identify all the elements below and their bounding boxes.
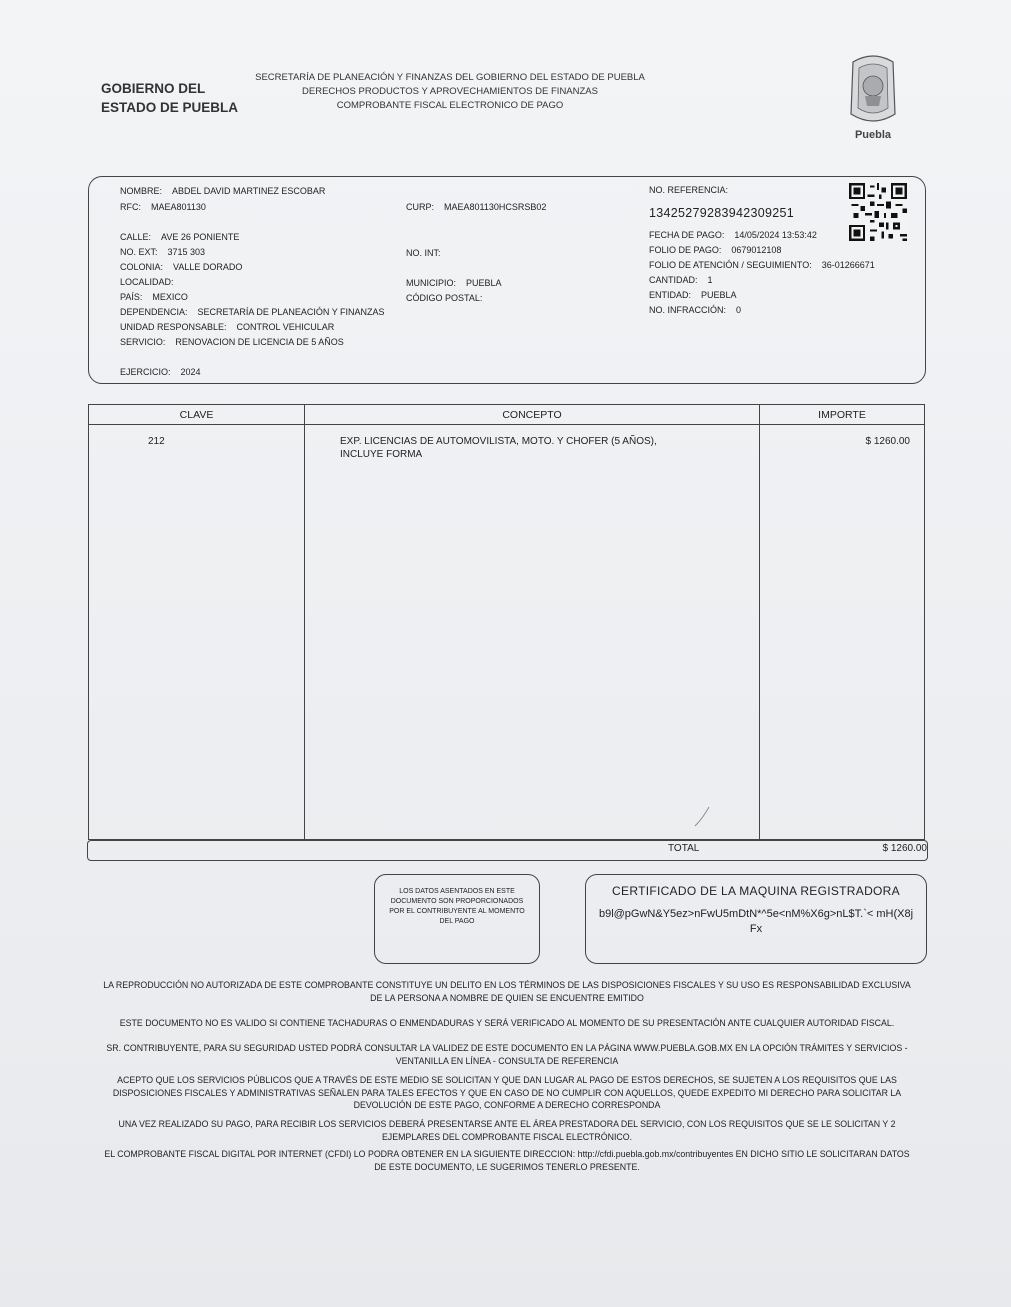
concepto-cell: EXP. LICENCIAS DE AUTOMOVILISTA, MOTO. Y CHOFER (5 AÑOS), INCLUYE FORMA bbox=[305, 425, 760, 840]
legal-paragraph-2: ESTE DOCUMENTO NO ES VALIDO SI CONTIENE TACHADURAS O ENMENDADURAS Y SERÁ VERIFICADO AL MOMENTO DE SU PRESENTACIÓN ANTE CUALQUIER AUTORIDAD FISCAL. bbox=[119, 1018, 895, 1028]
legal-paragraph-4: ACEPTO QUE LOS SERVICIOS PÚBLICOS QUE A TRAVÉS DE ESTE MEDIO SE SOLICITAN Y QUE DAN LUGAR AL PAGO DE ESTOS DERECHOS, SE SUJETEN A LOS REQUISITOS QUE LAS DISPOSICIONES FISCALES Y ADMINISTRATIVAS SEÑALEN PARA TALES EFECTOS Y QUE EN CASO DE NO CUMPLIR CON AQUELLOS, QUEDE EXPEDITO MI DERECHO PARA SOLICITAR LA DEVOLUCIÓN DE ESTE PAGO, CONFORME A DERECHO CORRESPONDA bbox=[112, 1075, 902, 1110]
clave-cell: 212 bbox=[89, 425, 305, 840]
colonia-field: COLONIA: VALLE DORADO bbox=[120, 262, 243, 272]
calle-field: CALLE: AVE 26 PONIENTE bbox=[120, 232, 240, 242]
total-label: TOTAL bbox=[668, 843, 700, 854]
table-header-row bbox=[89, 405, 925, 425]
legal-paragraph-6: EL COMPROBANTE FISCAL DIGITAL POR INTERNET (CFDI) LO PODRA OBTENER EN LA SIGUIENTE DIRECCION: http://cfdi.puebla.gob.mx/contribuyentes EN DICHO SITIO LE SOLICITARAN DATOS DE ESTE DOCUMENTO, LE SUGERIMOS TENERLO PRESENTE. bbox=[104, 1149, 910, 1172]
ejercicio-field: EJERCICIO: 2024 bbox=[120, 367, 201, 377]
unidad-field: UNIDAD RESPONSABLE: CONTROL VEHICULAR bbox=[120, 322, 335, 332]
disclaimer-note-box: LOS DATOS ASENTADOS EN ESTE DOCUMENTO SON PROPORCIONADOS POR EL CONTRIBUYENTE AL MOMENTO DEL PAGO bbox=[374, 874, 540, 964]
folio-pago-field: FOLIO DE PAGO: 0679012108 bbox=[649, 245, 782, 255]
infraccion-field: NO. INFRACCIÓN: 0 bbox=[649, 305, 742, 315]
column-header-concepto: CONCEPTO bbox=[305, 405, 760, 425]
localidad-field: LOCALIDAD: bbox=[120, 277, 174, 287]
cantidad-field: CANTIDAD: 1 bbox=[649, 275, 713, 285]
nombre-field: NOMBRE: ABDEL DAVID MARTINEZ ESCOBAR bbox=[120, 186, 326, 196]
curp-field: CURP: MAEA801130HCSRSB02 bbox=[406, 202, 547, 212]
entidad-field: ENTIDAD: PUEBLA bbox=[649, 290, 737, 300]
column-header-clave: CLAVE bbox=[89, 405, 305, 425]
noint-field: NO. INT: bbox=[406, 248, 441, 258]
coat-of-arms-icon bbox=[845, 52, 901, 148]
svg-text:Puebla: Puebla bbox=[854, 129, 892, 141]
servicio-field: SERVICIO: RENOVACION DE LICENCIA DE 5 AÑOS bbox=[120, 337, 344, 347]
fecha-pago-field: FECHA DE PAGO: 14/05/2024 13:53:42 bbox=[649, 230, 817, 240]
table-row bbox=[89, 425, 925, 840]
certificate-title: CERTIFICADO DE LA MAQUINA REGISTRADORA bbox=[612, 884, 900, 898]
total-row bbox=[87, 840, 928, 861]
document-header: SECRETARÍA DE PLANEACIÓN Y FINANZAS DEL GOBIERNO DEL ESTADO DE PUEBLA DERECHOS PRODUCTOS Y APROVECHAMIENTOS DE FINANZAS COMPROBANTE FISCAL ELECTRONICO DE PAGO bbox=[255, 72, 645, 111]
government-title: GOBIERNO DEL ESTADO DE PUEBLA bbox=[101, 81, 239, 115]
codigo-postal-field: CÓDIGO POSTAL: bbox=[406, 293, 483, 303]
municipio-field: MUNICIPIO: PUEBLA bbox=[406, 278, 502, 288]
certificate-code: b9l@pGwN&Y5ez>nFwU5mDtN*^5e<nM%X6g>nL$T.`< mH(X8jFx bbox=[598, 908, 914, 935]
qr-code-icon bbox=[848, 183, 908, 241]
noext-field: NO. EXT: 3715 303 bbox=[120, 247, 206, 257]
referencia-label: NO. REFERENCIA: bbox=[649, 185, 729, 195]
puebla-coat-of-arms-logo bbox=[845, 52, 901, 148]
rfc-field: RFC: MAEA801130 bbox=[120, 202, 206, 212]
cash-register-certificate-box bbox=[585, 874, 927, 964]
column-header-importe: IMPORTE bbox=[760, 405, 925, 425]
folio-atencion-field: FOLIO DE ATENCIÓN / SEGUIMIENTO: 36-01266671 bbox=[649, 260, 875, 270]
legal-paragraph-5: UNA VEZ REALIZADO SU PAGO, PARA RECIBIR LOS SERVICIOS DEBERÁ PRESENTARSE ANTE EL ÁREA PRESTADORA DEL SERVICIO, CON LOS REQUISITOS QUE SE LE SOLICITAN Y 2 EJEMPLARES DEL COMPROBANTE FISCAL ELECTRÓNICO. bbox=[118, 1119, 896, 1142]
taxpayer-info-box bbox=[88, 176, 926, 384]
referencia-number: 13425279283942309251 bbox=[649, 206, 795, 220]
dependencia-field: DEPENDENCIA: SECRETARÍA DE PLANEACIÓN Y FINANZAS bbox=[120, 307, 385, 317]
pais-field: PAÍS: MEXICO bbox=[120, 292, 188, 302]
total-amount: $ 1260.00 bbox=[882, 843, 927, 854]
importe-cell: $ 1260.00 bbox=[760, 425, 925, 840]
legal-paragraph-3: SR. CONTRIBUYENTE, PARA SU SEGURIDAD USTED PODRÁ CONSULTAR LA VALIDEZ DE ESTE DOCUMENTO EN LA PÁGINA WWW.PUEBLA.GOB.MX EN LA OPCIÓN TRÁMITES Y SERVICIOS - VENTANILLA EN LÍNEA - CONSULTA DE REFERENCIA bbox=[106, 1043, 908, 1066]
legal-paragraph-1: LA REPRODUCCIÓN NO AUTORIZADA DE ESTE COMPROBANTE CONSTITUYE UN DELITO EN LOS TÉRMINOS DE LAS DISPOSICIONES FISCALES Y SU USO ES RESPONSABILIDAD EXCLUSIVA DE LA PERSONA A NOMBRE DE QUIEN SE ENCUENTRE EMITIDO bbox=[103, 980, 911, 1003]
concept-table bbox=[88, 404, 925, 840]
pen-mark-icon bbox=[693, 806, 711, 828]
